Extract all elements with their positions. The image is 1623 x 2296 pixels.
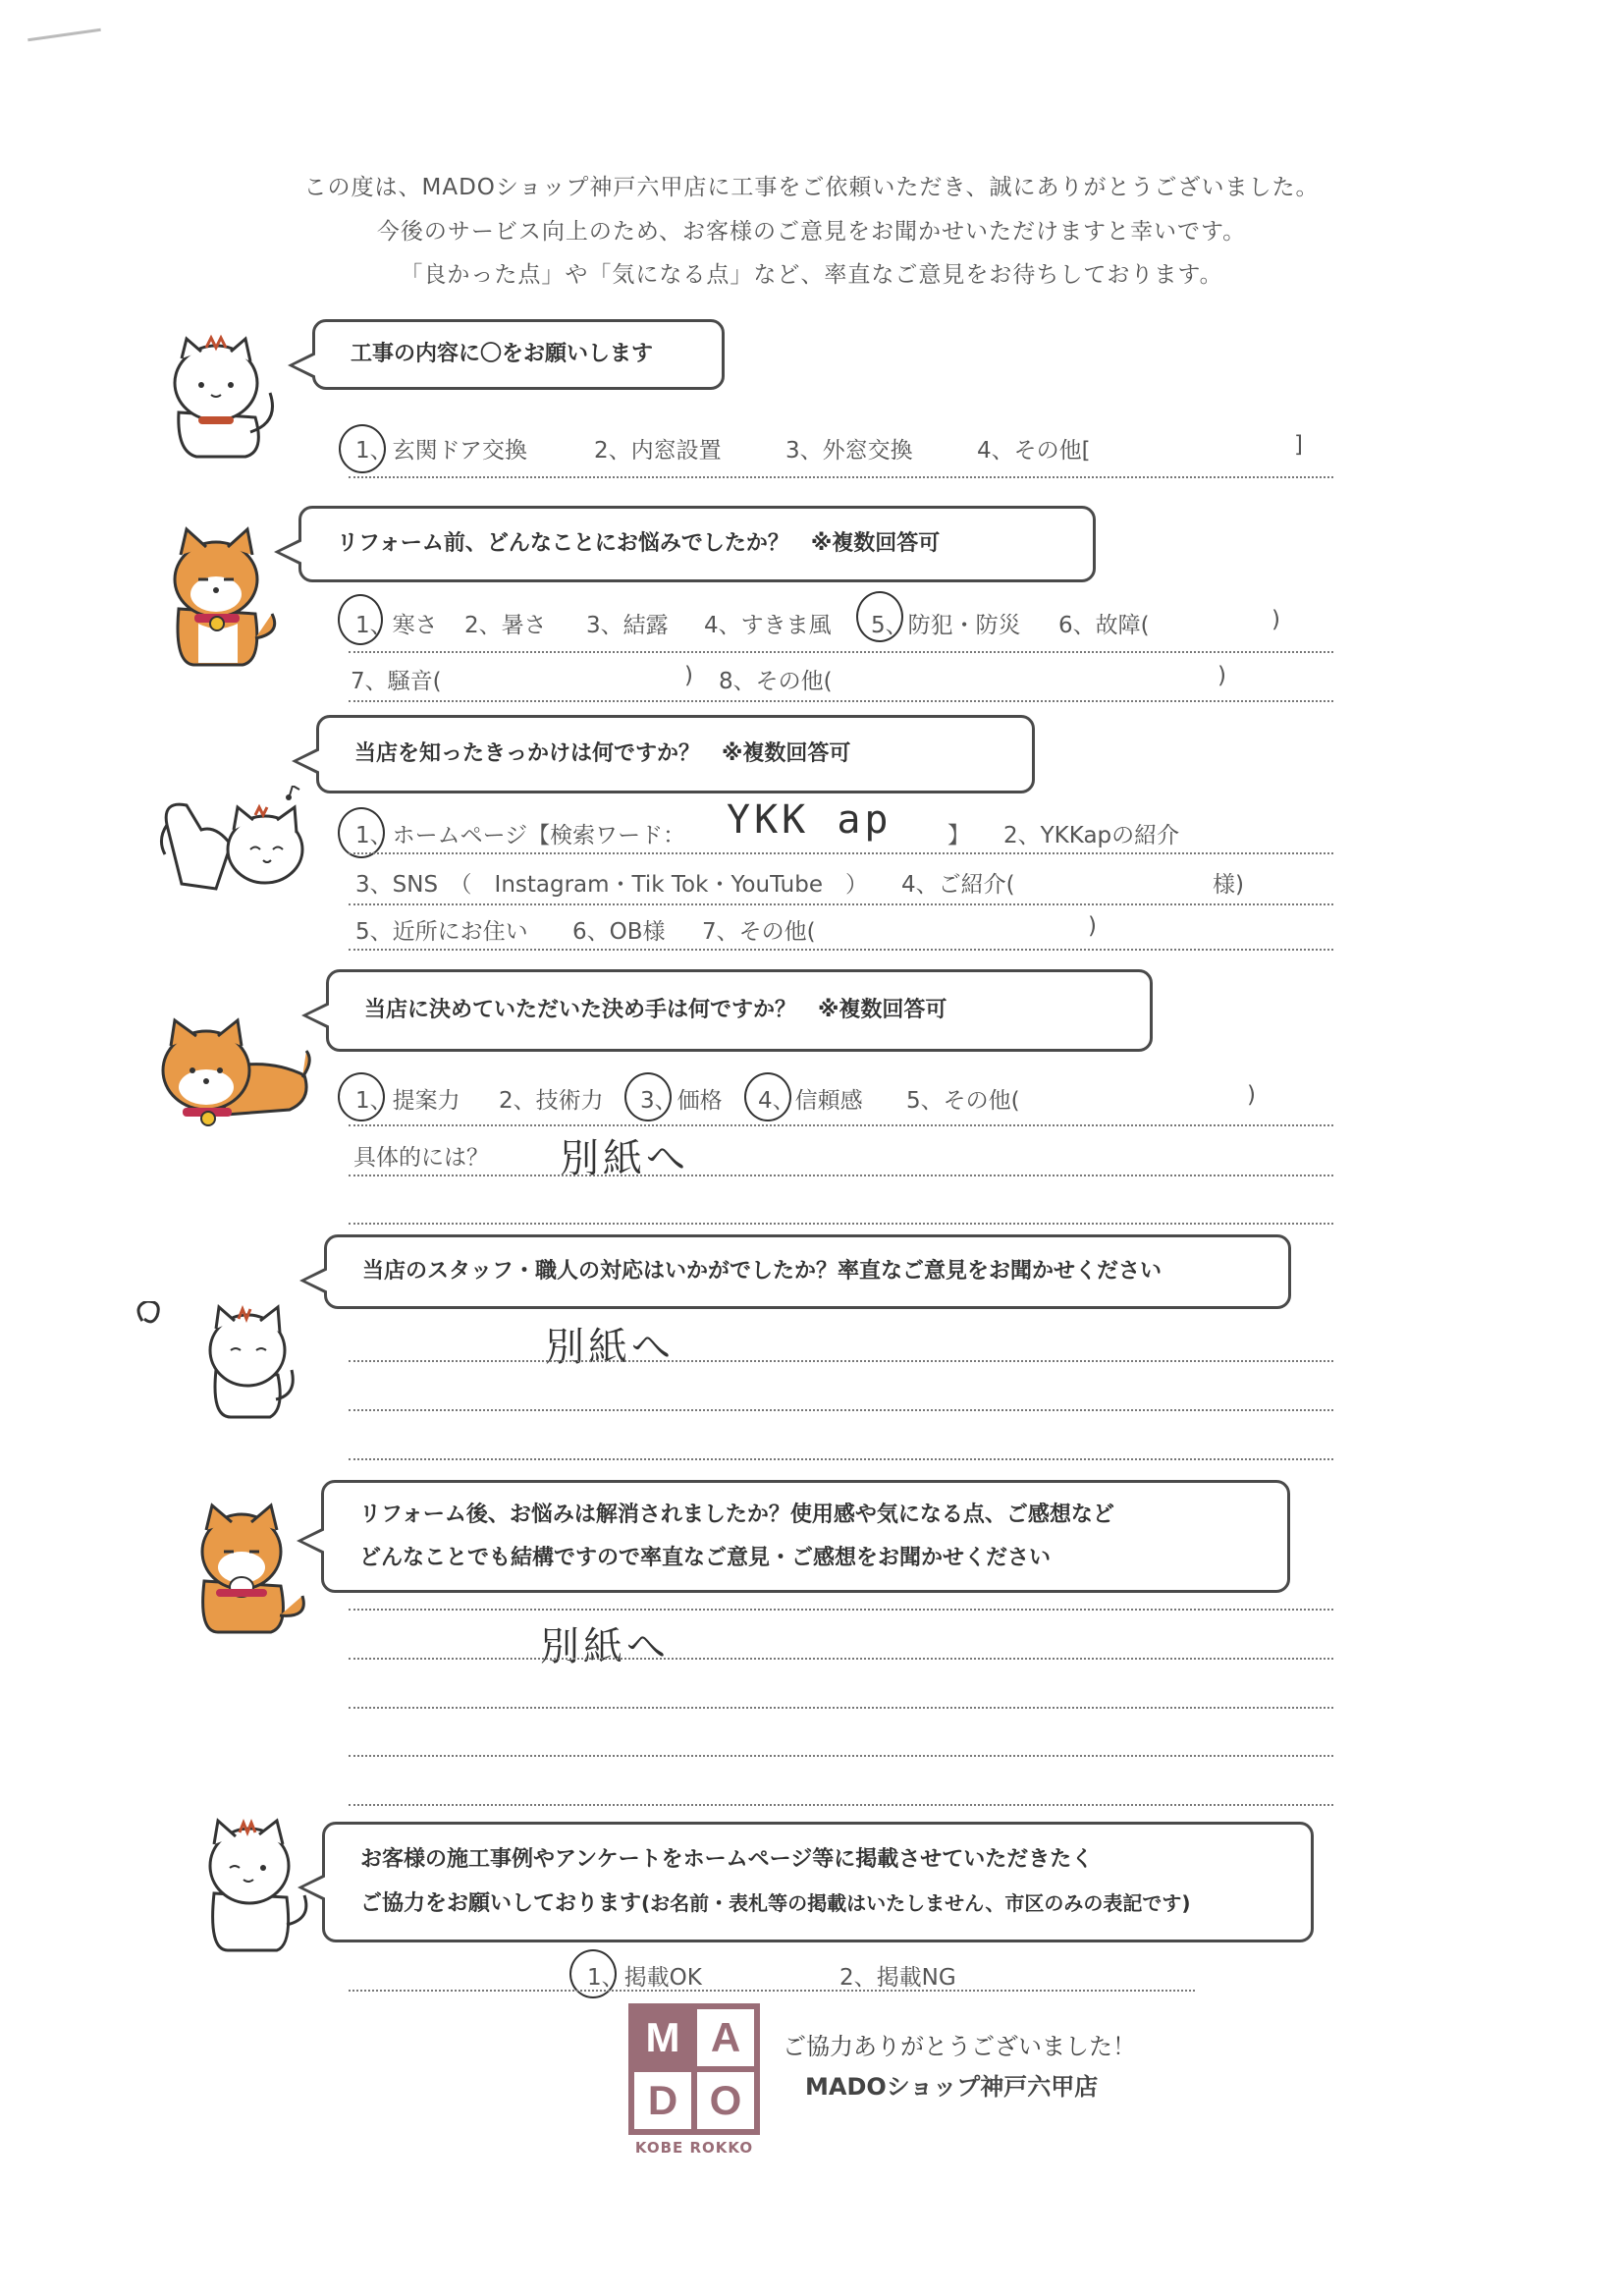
- q2-option-3: 3、結露: [586, 613, 669, 638]
- q2-option-8-close: ): [1217, 663, 1226, 688]
- q2-option-8: 8、その他(: [719, 669, 833, 694]
- q1-option-4-close: ]: [1294, 432, 1303, 458]
- q3-circle-1: [338, 807, 385, 858]
- q3-line-1: [349, 852, 1333, 854]
- q3-option-5: 5、近所にお住い: [355, 919, 528, 945]
- q4-specific-label: 具体的には？: [353, 1145, 489, 1171]
- q6-title-line-1: リフォーム後、お悩みは解消されましたか？使用感や気になる点、ご感想など: [359, 1502, 1114, 1527]
- q2-line-1: [349, 651, 1333, 653]
- q3-option-4: 4、ご紹介(: [901, 872, 1015, 898]
- footer-thanks: ご協力ありがとうございました！: [783, 2033, 1136, 2060]
- q1-circle-1: [339, 424, 386, 473]
- q1-line: [349, 476, 1333, 478]
- q3-option-1-close: 】: [947, 823, 970, 848]
- q2-option-4: 4、すきま風: [704, 613, 832, 638]
- q4-circle-1: [338, 1072, 385, 1121]
- q6-handwritten-answer: 別紙へ: [540, 1624, 670, 1669]
- q3-bubble: [316, 715, 1035, 793]
- shiba-dog-thinking-icon: [187, 1503, 309, 1635]
- q1-option-3: 3、外窓交換: [785, 438, 913, 464]
- logo-letter-a: A: [697, 2009, 754, 2066]
- q6-line-3: [349, 1707, 1333, 1709]
- q4-circle-4: [744, 1072, 791, 1121]
- q4-handwritten-answer: 別紙へ: [560, 1136, 689, 1181]
- q5-handwritten-answer: 別紙へ: [545, 1325, 675, 1370]
- q2-option-5: 5、防犯・防災: [871, 613, 1021, 638]
- q2-option-6: 6、故障(: [1058, 613, 1150, 638]
- q3-handwritten-search-word: YKK ap: [727, 797, 893, 843]
- q4-option-2: 2、技術力: [499, 1088, 604, 1114]
- q1-option-4: 4、その他[: [977, 438, 1091, 464]
- logo-letter-m: M: [634, 2009, 691, 2066]
- logo-letter-o: O: [697, 2072, 754, 2129]
- q5-line-2: [349, 1409, 1333, 1411]
- q1-bubble: [312, 319, 725, 390]
- q2-line-2: [349, 700, 1333, 702]
- q7-title-line-2-main: ご協力をお願いしております: [360, 1891, 642, 1916]
- q3-line-3: [349, 949, 1333, 951]
- intro-line-3: 「良かった点」や「気になる点」など、率直なご意見をお待ちしております。: [400, 262, 1223, 288]
- q3-option-6: 6、OB様: [572, 919, 666, 945]
- shiba-dog-lying-icon: [157, 1016, 314, 1129]
- footer-shop-name: MADOショップ神戸六甲店: [805, 2073, 1099, 2101]
- intro-line-1: この度は、MADOショップ神戸六甲店に工事をご依頼いただき、誠にありがとうございました。: [303, 175, 1320, 200]
- q2-option-2: 2、暑さ: [464, 613, 547, 638]
- mado-logo: [628, 2003, 760, 2135]
- q7-title-line-2: [360, 1882, 1311, 1926]
- q6-bubble: [321, 1480, 1290, 1593]
- q2-title: リフォーム前、どんなことにお悩みでしたか？ ※複数回答可: [337, 531, 941, 556]
- q5-line-1: [349, 1360, 1333, 1362]
- q4-option-1: 1、提案力: [355, 1088, 460, 1114]
- q5-line-3: [349, 1458, 1333, 1460]
- cats-playing-icon: [157, 786, 309, 899]
- white-cat-sitting-icon: [157, 334, 280, 462]
- white-cat-looking-back-icon: [133, 1301, 299, 1419]
- q3-option-7-close: ): [1088, 913, 1097, 939]
- q4-line-3: [349, 1223, 1333, 1225]
- q2-bubble: [298, 506, 1096, 582]
- q6-line-4: [349, 1755, 1333, 1757]
- logo-subtext: KOBE ROKKO: [634, 2139, 754, 2157]
- q2-circle-5: [856, 591, 903, 642]
- q3-line-2: [349, 903, 1333, 905]
- q4-option-5: 5、その他(: [906, 1088, 1020, 1114]
- intro-line-2: 今後のサービス向上のため、お客様のご意見をお聞かせいただけますと幸いです。: [376, 219, 1247, 245]
- q4-line-2: [349, 1175, 1333, 1176]
- q2-circle-1: [338, 594, 383, 645]
- q3-option-4-close: 様): [1213, 872, 1244, 898]
- scan-mark: [27, 28, 101, 41]
- q2-option-6-close: ): [1271, 607, 1280, 632]
- q2-option-7-close: ): [684, 663, 693, 688]
- q1-option-1: 1、玄関ドア交換: [355, 438, 527, 464]
- q6-title-line-2: どんなことでも結構ですので率直なご意見・ご感想をお聞かせください: [359, 1545, 1052, 1570]
- shiba-dog-sitting-icon: [159, 525, 277, 668]
- q1-title: 工事の内容に〇をお願いします: [351, 342, 654, 366]
- q3-option-2: 2、YKKapの紹介: [1003, 823, 1180, 848]
- q6-line-2: [349, 1658, 1333, 1660]
- q7-title-line-1: お客様の施工事例やアンケートをホームページ等に掲載させていただきたく: [360, 1847, 1094, 1872]
- q7-bubble: [322, 1822, 1314, 1942]
- q2-option-7: 7、騒音(: [351, 669, 442, 694]
- q7-option-ng: 2、掲載NG: [839, 1965, 956, 1991]
- q7-option-ok: 1、掲載OK: [587, 1965, 702, 1991]
- q3-title: 当店を知ったきっかけは何ですか？ ※複数回答可: [354, 741, 851, 766]
- q3-option-3: 3、SNS （ Instagram・Tik Tok・YouTube ）: [355, 872, 868, 898]
- q3-option-1: 1、ホームページ【検索ワード：: [355, 823, 686, 848]
- q4-title: 当店に決めていただいた決め手は何ですか？ ※複数回答可: [364, 998, 947, 1022]
- q1-option-2: 2、内窓設置: [594, 438, 722, 464]
- q5-bubble: [324, 1234, 1291, 1309]
- q6-line-1: [349, 1609, 1333, 1611]
- logo-letter-d: D: [634, 2072, 691, 2129]
- white-cat-winking-icon: [194, 1817, 312, 1954]
- q7-title-line-2-note: (お名前・表札等の掲載はいたしません、市区のみの表記です): [641, 1891, 1191, 1915]
- q4-circle-3: [624, 1072, 672, 1121]
- q4-bubble: [326, 969, 1153, 1052]
- q6-line-5: [349, 1804, 1333, 1806]
- q3-option-7: 7、その他(: [702, 919, 816, 945]
- q7-line: [349, 1990, 1195, 1992]
- q5-title: 当店のスタッフ・職人の対応はいかがでしたか？率直なご意見をお聞かせください: [362, 1259, 1163, 1284]
- q2-option-1: 1、寒さ: [355, 613, 438, 638]
- q4-option-4: 4、信頼感: [758, 1088, 863, 1114]
- q4-line-1: [349, 1124, 1333, 1126]
- q4-option-3: 3、価格: [640, 1088, 723, 1114]
- q4-option-5-close: ): [1247, 1082, 1256, 1108]
